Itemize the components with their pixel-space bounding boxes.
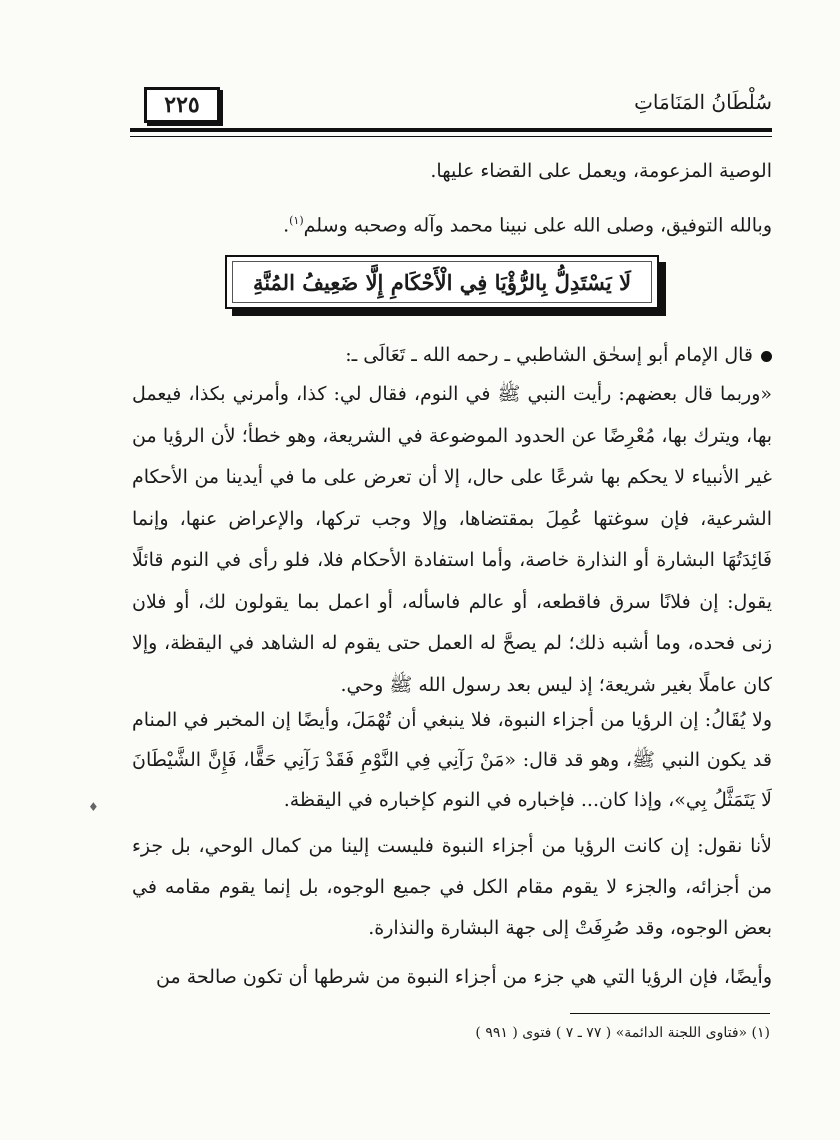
paragraph-1: الوصية المزعومة، ويعمل على القضاء عليها. — [430, 160, 772, 182]
paragraph-3-text: قال الإمام أبو إسحٰق الشاطبي ـ رحمه الله ـ تَعَالَى ـ: — [345, 344, 753, 366]
section-heading: لَا يَسْتَدِلُّ بِالرُّؤْيَا فِي الْأَحْكَامِ إِلَّا ضَعِيفُ المُنَّةِ — [232, 261, 652, 303]
margin-mark: ♦ — [88, 800, 99, 814]
book-title: سُلْطَانُ المَنَامَاتِ — [634, 90, 772, 114]
paragraph-3 — [132, 334, 772, 376]
paragraph-2-end: . — [283, 214, 290, 237]
header-rule-thin — [130, 136, 772, 137]
page-header — [130, 82, 772, 126]
bullet-icon — [761, 351, 772, 362]
page-number: ٢٢٥ — [144, 87, 220, 123]
paragraph-2-text: وبالله التوفيق، وصلى الله على نبينا محمد وآله وصحبه وسلم — [303, 214, 772, 237]
paragraph-4-quote: «وربما قال بعضهم: رأيت النبي ﷺ في النوم، فقال لي: كذا، وأمرني بكذا، فيعمل بها، ويترك بها، مُعْرِضًا عن الحدود الموضوعة في الشريعة، وهو خطأ؛ لأن الرؤيا من غير الأنبياء لا يحكم بها شرعًا على حال، إلا أن تعرض على ما في أيدينا من الأحكام الشرعية، فإن سوغتها عُمِلَ بمقتضاها، وإلا وجب تركها، والإعراض عنها، وإنما فَائِدَتُهَا البشارة أو النذارة خاصة، وأما استفادة الأحكام فلا، فلو رأى في النوم قائلًا يقول: إن فلانًا سرق فاقطعه، أو عالم فاسأله، أو اعمل بما يقولون لك، أو فلان زنى فحده، وما أشبه ذلك؛ لم يصحَّ له العمل حتى يقوم له الشاهد في اليقظة، وإلا كان عاملًا بغير شريعة؛ إذ ليس بعد رسول الله ﷺ وحي. — [132, 383, 772, 696]
paragraph-5: ولا يُقَالُ: إن الرؤيا من أجزاء النبوة، فلا ينبغي أن تُهْمَلَ، وأيضًا إن المخبر في المنام قد يكون النبي ﷺ، وهو قد قال: «مَنْ رَآنِي فِي النَّوْمِ فَقَدْ رَآنِي حَقًّا، فَإِنَّ الشَّيْطَانَ لَا يَتَمَثَّلُ بِي»، وإذا كان... فإخباره في النوم كإخباره في اليقظة. — [132, 709, 772, 811]
footnote-marker[interactable]: (١) — [289, 214, 304, 227]
header-rule-thick — [130, 128, 772, 132]
paragraph-2 — [132, 200, 772, 246]
footnote-rule — [570, 1013, 770, 1014]
section-heading-box — [225, 255, 659, 309]
footnote: (١) «فتاوى اللجنة الدائمة» ( ٧٧ ـ ٧ ) فتوى ( ٩٩١ ) — [475, 1025, 770, 1041]
paragraph-7: وأيضًا، فإن الرؤيا التي هي جزء من أجزاء النبوة من شرطها أن تكون صالحة من — [156, 966, 772, 988]
paragraph-6: لأنا نقول: إن كانت الرؤيا من أجزاء النبوة فليست إلينا من كمال الوحي، بل جزء من أجزائه، والجزء لا يقوم مقام الكل في جميع الوجوه، بل إنما يقوم مقامه في بعض الوجوه، وقد صُرِفَتْ إلى جهة البشارة والنذارة. — [132, 835, 772, 939]
